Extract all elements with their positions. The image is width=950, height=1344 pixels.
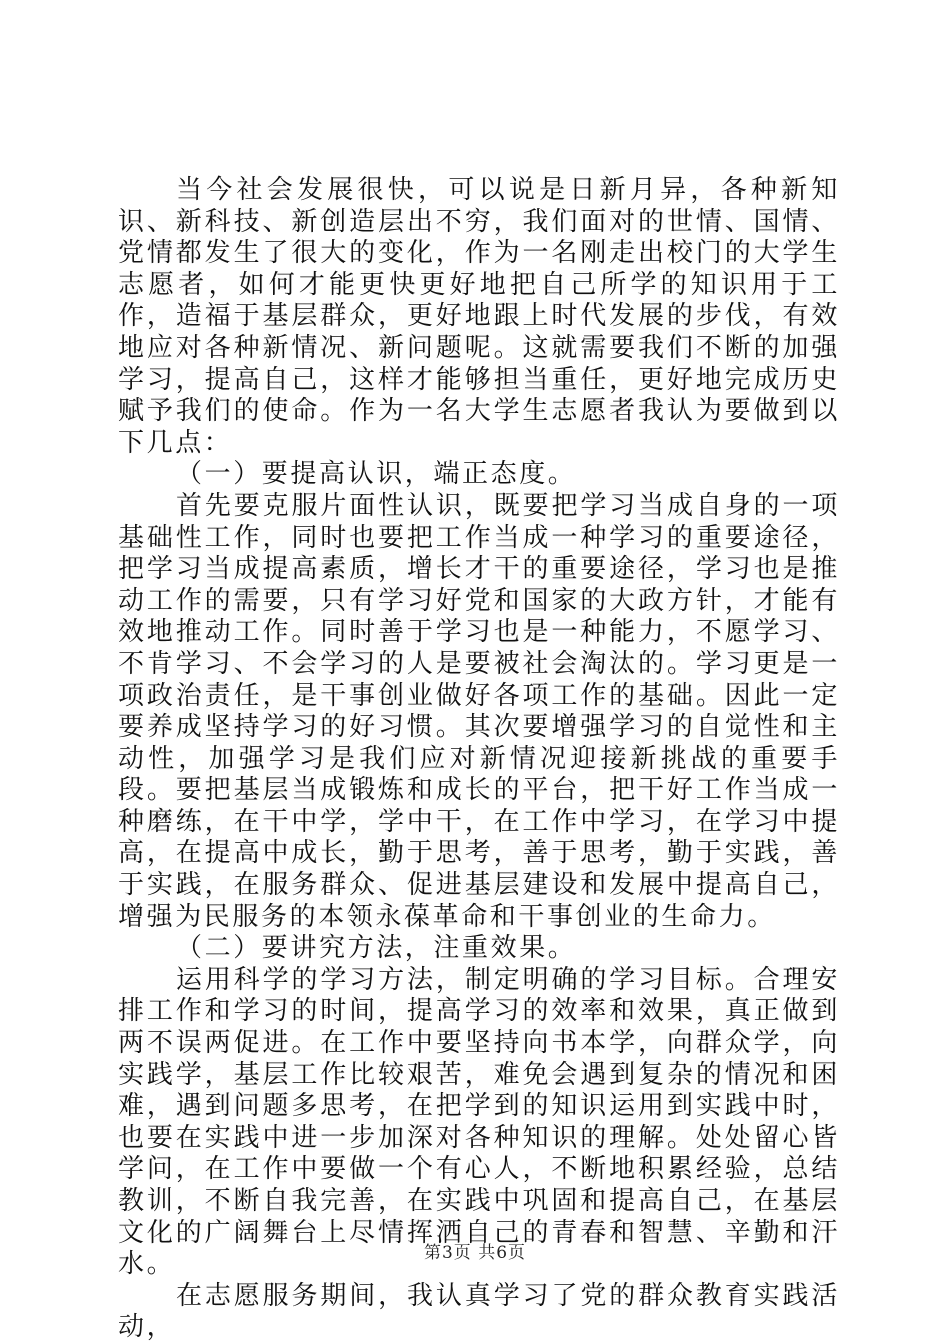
page-number: 第3页 共6页 (423, 1243, 527, 1263)
paragraph-intro: 当今社会发展很快，可以说是日新月异，各种新知识、新科技、新创造层出不穷，我们面对的世情、国情、党情都发生了很大的变化，作为一名刚走出校门的大学生志愿者，如何才能更快更好地把自己所学的知识用于工作，造福于基层群众，更好地跟上时代发展的步伐，有效地应对各种新情况、新问题呢。这就需要我们不断的加强学习，提高自己，这样才能够担当重任，更好地完成历史赋予我们的使命。作为一名大学生志愿者我认为要做到以下几点： (118, 175, 840, 458)
document-body (118, 175, 840, 1344)
paragraph-section-2: 运用科学的学习方法，制定明确的学习目标。合理安排工作和学习的时间，提高学习的效率和效果，真正做到两不误两促进。在工作中要坚持向书本学，向群众学，向实践学，基层工作比较艰苦，难免会遇到复杂的情况和困难，遇到问题多思考，在把学到的知识运用到实践中时，也要在实践中进一步加深对各种知识的理解。处处留心皆学问，在工作中要做一个有心人，不断地积累经验，总结教训，不断自我完善，在实践中巩固和提高自己，在基层文化的广阔舞台上尽情挥洒自己的青春和智慧、辛勤和汗水。 (118, 964, 840, 1280)
section-heading-1: （一）要提高认识，端正态度。 (176, 459, 577, 490)
paragraph-continued: 在志愿服务期间，我认真学习了党的群众教育实践活动， (118, 1280, 840, 1343)
section-heading-2: （二）要讲究方法，注重效果。 (176, 933, 577, 964)
paragraph-section-1: 首先要克服片面性认识，既要把学习当成自身的一项基础性工作，同时也要把工作当成一种学习的重要途径，把学习当成提高素质，增长才干的重要途径，学习也是推动工作的需要，只有学习好党和国家的大政方针，才能有效地推动工作。同时善于学习也是一种能力，不愿学习、不肯学习、不会学习的人是要被社会淘汰的。学习更是一项政治责任，是干事创业做好各项工作的基础。因此一定要养成坚持学习的好习惯。其次要增强学习的自觉性和主动性，加强学习是我们应对新情况迎接新挑战的重要手段。要把基层当成锻炼和成长的平台，把干好工作当成一种磨练，在干中学，学中干，在工作中学习，在学习中提高，在提高中成长，勤于思考，善于思考，勤于实践，善于实践，在服务群众、促进基层建设和发展中提高自己，增强为民服务的本领永葆革命和干事创业的生命力。 (118, 490, 840, 932)
